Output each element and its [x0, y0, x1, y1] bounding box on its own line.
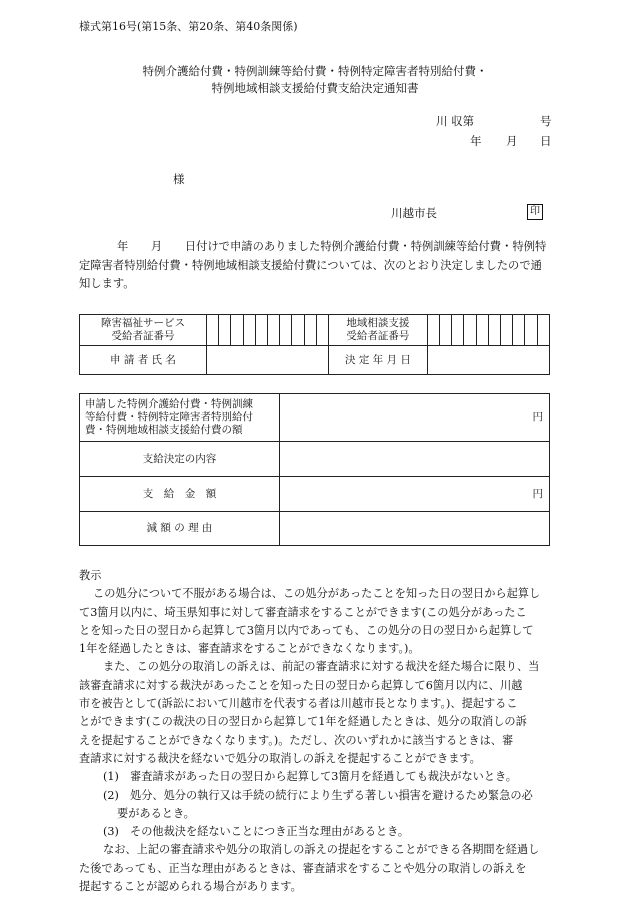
- appeal-instructions: [79, 567, 557, 896]
- notes-line: えを提起することができなくなります。)。ただし、次のいずれかに該当するときは、審: [79, 733, 514, 747]
- service-cert-label: 障害福祉サービス 受給者証番号: [80, 315, 207, 346]
- intro-line: 知します。: [79, 277, 135, 290]
- digit-box[interactable]: [231, 315, 243, 346]
- applicant-name-field[interactable]: [206, 346, 328, 375]
- form-number: 様式第16号(第15条、第20条、第40条関係): [79, 20, 298, 33]
- date-year: 年: [470, 134, 482, 148]
- document-title-line1: 特例介護給付費・特例訓練等給付費・特例特定障害者特別給付費・: [142, 64, 488, 78]
- digit-box[interactable]: [304, 315, 316, 346]
- amount-applied-field[interactable]: 円: [280, 394, 550, 442]
- digit-box[interactable]: [525, 315, 537, 346]
- addressee-suffix: 様: [173, 172, 185, 186]
- issuer-name: 川越市長: [391, 206, 437, 220]
- notes-item-2-cont: 要があるとき。: [117, 806, 195, 820]
- intro-line: 年 月 日付けで申請のありました特例介護給付費・特例訓練等給付費・特例特: [117, 240, 547, 253]
- notes-line: 1年を経過したときは、審査請求をすることができなくなります。)。: [79, 642, 420, 656]
- date-month: 月: [506, 134, 518, 148]
- document-title-line2: 特例地域相談支援給付費支給決定通知書: [211, 81, 419, 95]
- digit-box[interactable]: [440, 315, 452, 346]
- notes-line: なお、上記の審査請求や処分の取消しの訴えの提起をすることができる各期間を経過し: [103, 843, 540, 857]
- digit-box[interactable]: [255, 315, 267, 346]
- digit-box[interactable]: [280, 315, 292, 346]
- notes-line: て3箇月以内に、埼玉県知事に対して審査請求をすることができます(この処分があったこ: [79, 605, 527, 619]
- notes-line: また、この処分の取消しの訴えは、前記の審査請求に対する裁決を経た場合に限り、当: [103, 660, 540, 674]
- decision-content-label: 支給決定の内容: [80, 442, 280, 477]
- reduction-reason-field[interactable]: [280, 512, 550, 546]
- doc-number-prefix: 川 収第: [436, 114, 475, 128]
- notes-item-2: (2) 処分、処分の執行又は手続の続行により生ずる著しい損害を避けるため緊急の必: [103, 788, 533, 802]
- reduction-reason-label: 減 額 の 理 由: [80, 512, 280, 546]
- decision-content-field[interactable]: [280, 442, 550, 477]
- applicant-name-label: 申 請 者 氏 名: [80, 346, 207, 375]
- digit-box[interactable]: [513, 315, 525, 346]
- payment-amount-field[interactable]: 円: [280, 477, 550, 512]
- digit-box[interactable]: [452, 315, 464, 346]
- intro-paragraph: [79, 238, 559, 294]
- notes-line: 査請求に対する裁決を経ないで処分の取消しの訴えを提起することができます。: [79, 751, 481, 765]
- digit-box[interactable]: [316, 315, 328, 346]
- digit-box[interactable]: [464, 315, 476, 346]
- digit-box[interactable]: [243, 315, 255, 346]
- notes-line: この処分について不服がある場合は、この処分があったことを知った日の翌日から起算し: [93, 587, 541, 601]
- decision-date-field[interactable]: [427, 346, 549, 375]
- digit-box[interactable]: [292, 315, 304, 346]
- notes-line: とを知った日の翌日から起算して3箇月以内であっても、この処分の日の翌日から起算して: [79, 623, 534, 637]
- notes-item-1: (1) 審査請求があった日の翌日から起算して3箇月を経過しても裁決がないとき。: [103, 770, 517, 784]
- doc-number-suffix: 号: [540, 114, 552, 128]
- payment-amount-label: 支 給 金 額: [80, 477, 280, 512]
- notes-line: 提起することが認められる場合があります。: [79, 880, 302, 894]
- date-day: 日: [540, 134, 552, 148]
- recipient-table: [79, 314, 550, 375]
- digit-box[interactable]: [476, 315, 488, 346]
- notes-line: とができます(この裁決の日の翌日から起算して1年を経過したときは、処分の取消しの訴: [79, 715, 527, 729]
- digit-box[interactable]: [206, 315, 218, 346]
- notes-line: 市を被告として(訴訟において川越市を代表する者は川越市長となります。)、提起するこ: [79, 697, 518, 711]
- notes-line: た後であっても、正当な理由があるときは、審査請求をすることや処分の取消しの訴えを: [79, 861, 527, 875]
- notes-item-3: (3) その他裁決を経ないことにつき正当な理由があるとき。: [103, 825, 410, 839]
- seal-mark: 印: [527, 204, 543, 220]
- community-cert-label: 地域相談支援 受給者証番号: [328, 315, 427, 346]
- amount-applied-label: 申請した特例介護給付費・特例訓練 等給付費・特例特定障害者特別給付 費・特例地域相談支援給付費の額: [80, 394, 280, 442]
- digit-box[interactable]: [488, 315, 500, 346]
- digit-box[interactable]: [427, 315, 439, 346]
- digit-box[interactable]: [501, 315, 513, 346]
- notes-heading: 教示: [79, 569, 102, 582]
- notes-line: 該審査請求に対する裁決があったことを知った日の翌日から起算して6箇月以内に、川越: [79, 678, 523, 692]
- intro-line: 定障害者特別給付費・特例地域相談支援給付費については、次のとおり決定しましたので通: [79, 258, 542, 272]
- digit-box[interactable]: [219, 315, 231, 346]
- digit-box[interactable]: [267, 315, 279, 346]
- payment-table: [79, 393, 550, 546]
- digit-box[interactable]: [537, 315, 549, 346]
- decision-date-label: 決 定 年 月 日: [328, 346, 427, 375]
